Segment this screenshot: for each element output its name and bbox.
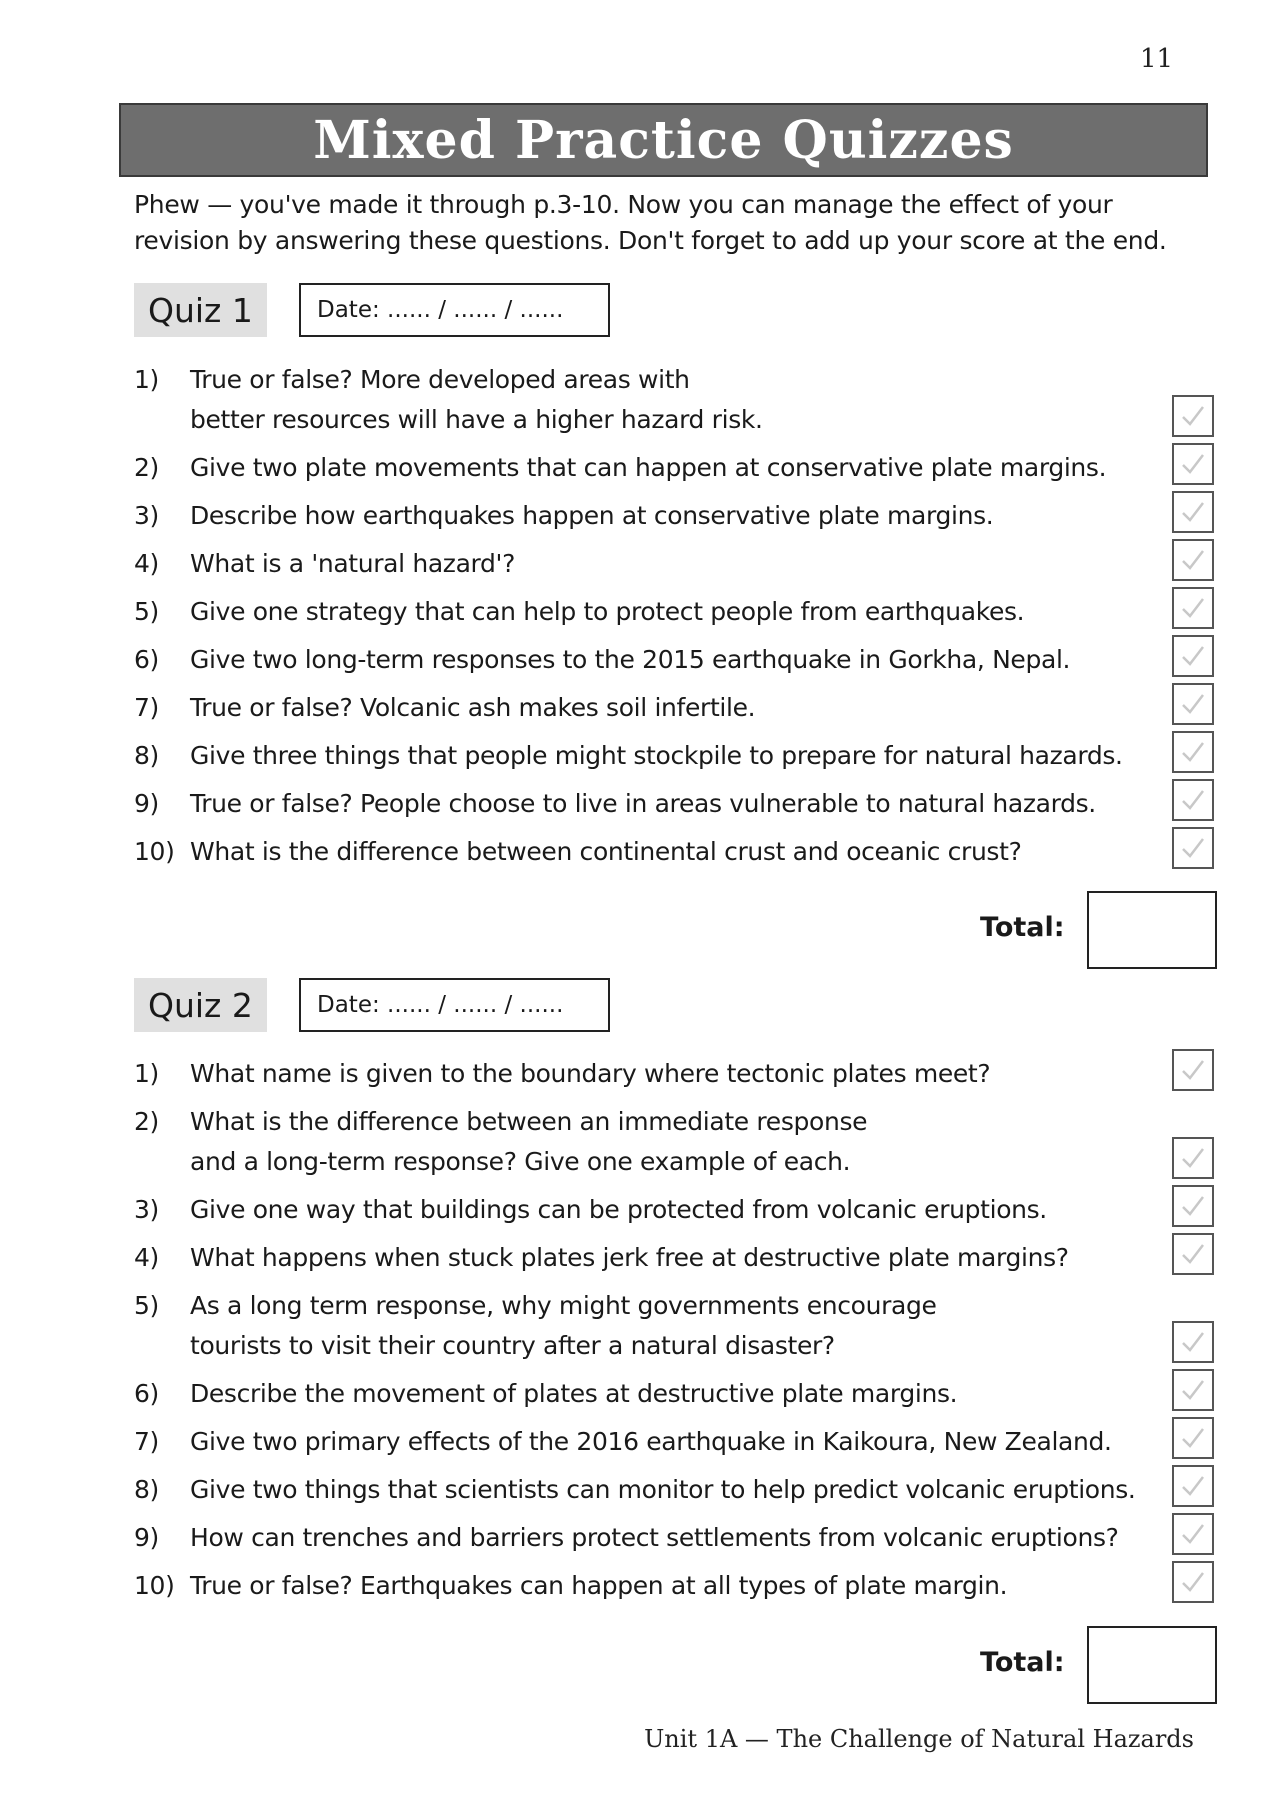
question-number: 3)	[134, 1195, 159, 1224]
quiz-1-date-field[interactable]: Date: ...... / ...... / ......	[299, 283, 610, 337]
question-text: As a long term response, why might governments encourage	[190, 1291, 937, 1320]
question-text: Give two plate movements that can happen at conservative plate margins.	[190, 453, 1107, 482]
checkmark-icon	[1178, 1191, 1208, 1221]
page-footer: Unit 1A — The Challenge of Natural Hazards	[644, 1725, 1194, 1753]
question-number: 6)	[134, 645, 159, 674]
quiz-1-answer-checkbox-10[interactable]	[1172, 827, 1214, 869]
quiz-1-answer-checkbox-5[interactable]	[1172, 587, 1214, 629]
quiz-2-answer-checkbox-4[interactable]	[1172, 1233, 1214, 1275]
quiz-2-answer-checkbox-3[interactable]	[1172, 1185, 1214, 1227]
question-text: What name is given to the boundary where tectonic plates meet?	[190, 1059, 991, 1088]
quiz-2-answer-checkbox-10[interactable]	[1172, 1561, 1214, 1603]
intro-line-2: revision by answering these questions. Don't forget to add up your score at the end.	[134, 226, 1167, 255]
quiz-2-date-field[interactable]: Date: ...... / ...... / ......	[299, 978, 610, 1032]
quiz-1-answer-checkbox-3[interactable]	[1172, 491, 1214, 533]
question-number: 8)	[134, 741, 159, 770]
checkmark-icon	[1178, 689, 1208, 719]
quiz-2-answer-checkbox-8[interactable]	[1172, 1465, 1214, 1507]
quiz-2-label: Quiz 2	[134, 978, 267, 1032]
question-number: 1)	[134, 365, 159, 394]
checkmark-icon	[1178, 545, 1208, 575]
question-text-continued: better resources will have a higher hazard risk.	[190, 405, 763, 434]
question-text: Give one strategy that can help to protect people from earthquakes.	[190, 597, 1025, 626]
question-text: Give two primary effects of the 2016 earthquake in Kaikoura, New Zealand.	[190, 1427, 1112, 1456]
quiz-2-answer-checkbox-7[interactable]	[1172, 1417, 1214, 1459]
question-number: 5)	[134, 597, 159, 626]
checkmark-icon	[1178, 737, 1208, 767]
question-text: What is a 'natural hazard'?	[190, 549, 515, 578]
quiz-2-total-field[interactable]	[1087, 1626, 1217, 1704]
checkmark-icon	[1178, 1143, 1208, 1173]
question-text: True or false? People choose to live in areas vulnerable to natural hazards.	[190, 789, 1096, 818]
quiz-1-answer-checkbox-6[interactable]	[1172, 635, 1214, 677]
checkmark-icon	[1178, 641, 1208, 671]
question-text: Describe how earthquakes happen at conservative plate margins.	[190, 501, 994, 530]
question-number: 7)	[134, 1427, 159, 1456]
question-number: 2)	[134, 1107, 159, 1136]
checkmark-icon	[1178, 1327, 1208, 1357]
page-number: 11	[1140, 44, 1174, 74]
quiz-1-answer-checkbox-2[interactable]	[1172, 443, 1214, 485]
quiz-2-answer-checkbox-5[interactable]	[1172, 1321, 1214, 1363]
quiz-2-total-label: Total:	[980, 1647, 1065, 1678]
question-text: True or false? Earthquakes can happen at all types of plate margin.	[190, 1571, 1008, 1600]
question-number: 2)	[134, 453, 159, 482]
quiz-1-label: Quiz 1	[134, 283, 267, 337]
question-text: Describe the movement of plates at destructive plate margins.	[190, 1379, 958, 1408]
quiz-1-answer-checkbox-8[interactable]	[1172, 731, 1214, 773]
question-number: 3)	[134, 501, 159, 530]
checkmark-icon	[1178, 401, 1208, 431]
question-number: 10)	[134, 837, 175, 866]
question-text: What is the difference between continental crust and oceanic crust?	[190, 837, 1022, 866]
checkmark-icon	[1178, 1239, 1208, 1269]
question-number: 8)	[134, 1475, 159, 1504]
question-text: Give one way that buildings can be protected from volcanic eruptions.	[190, 1195, 1047, 1224]
quiz-1-answer-checkbox-9[interactable]	[1172, 779, 1214, 821]
quiz-1-answer-checkbox-7[interactable]	[1172, 683, 1214, 725]
quiz-1-total-field[interactable]	[1087, 891, 1217, 969]
question-number: 10)	[134, 1571, 175, 1600]
checkmark-icon	[1178, 1375, 1208, 1405]
question-number: 7)	[134, 693, 159, 722]
question-text: What happens when stuck plates jerk free at destructive plate margins?	[190, 1243, 1069, 1272]
question-text-continued: and a long-term response? Give one example of each.	[190, 1147, 851, 1176]
quiz-1-total-label: Total:	[980, 912, 1065, 943]
checkmark-icon	[1178, 593, 1208, 623]
checkmark-icon	[1178, 785, 1208, 815]
question-number: 6)	[134, 1379, 159, 1408]
question-number: 4)	[134, 1243, 159, 1272]
question-text: Give two things that scientists can monitor to help predict volcanic eruptions.	[190, 1475, 1136, 1504]
checkmark-icon	[1178, 1423, 1208, 1453]
question-text: What is the difference between an immediate response	[190, 1107, 868, 1136]
checkmark-icon	[1178, 1055, 1208, 1085]
quiz-2-answer-checkbox-2[interactable]	[1172, 1137, 1214, 1179]
question-number: 9)	[134, 1523, 159, 1552]
checkmark-icon	[1178, 833, 1208, 863]
quiz-2-answer-checkbox-1[interactable]	[1172, 1049, 1214, 1091]
intro-text	[134, 187, 1224, 259]
quiz-1-answer-checkbox-4[interactable]	[1172, 539, 1214, 581]
question-number: 4)	[134, 549, 159, 578]
question-number: 5)	[134, 1291, 159, 1320]
quiz-2-answer-checkbox-6[interactable]	[1172, 1369, 1214, 1411]
quiz-1-answer-checkbox-1[interactable]	[1172, 395, 1214, 437]
title-banner	[119, 103, 1208, 177]
question-text: True or false? More developed areas with	[190, 365, 690, 394]
question-number: 1)	[134, 1059, 159, 1088]
question-text: Give three things that people might stockpile to prepare for natural hazards.	[190, 741, 1123, 770]
checkmark-icon	[1178, 1519, 1208, 1549]
page-title: Mixed Practice Quizzes	[313, 109, 1014, 171]
question-text: How can trenches and barriers protect settlements from volcanic eruptions?	[190, 1523, 1119, 1552]
checkmark-icon	[1178, 497, 1208, 527]
checkmark-icon	[1178, 1471, 1208, 1501]
intro-line-1: Phew — you've made it through p.3-10. Now you can manage the effect of your	[134, 190, 1113, 219]
quiz-2-answer-checkbox-9[interactable]	[1172, 1513, 1214, 1555]
checkmark-icon	[1178, 449, 1208, 479]
question-number: 9)	[134, 789, 159, 818]
checkmark-icon	[1178, 1567, 1208, 1597]
question-text-continued: tourists to visit their country after a natural disaster?	[190, 1331, 835, 1360]
question-text: True or false? Volcanic ash makes soil infertile.	[190, 693, 756, 722]
question-text: Give two long-term responses to the 2015 earthquake in Gorkha, Nepal.	[190, 645, 1071, 674]
